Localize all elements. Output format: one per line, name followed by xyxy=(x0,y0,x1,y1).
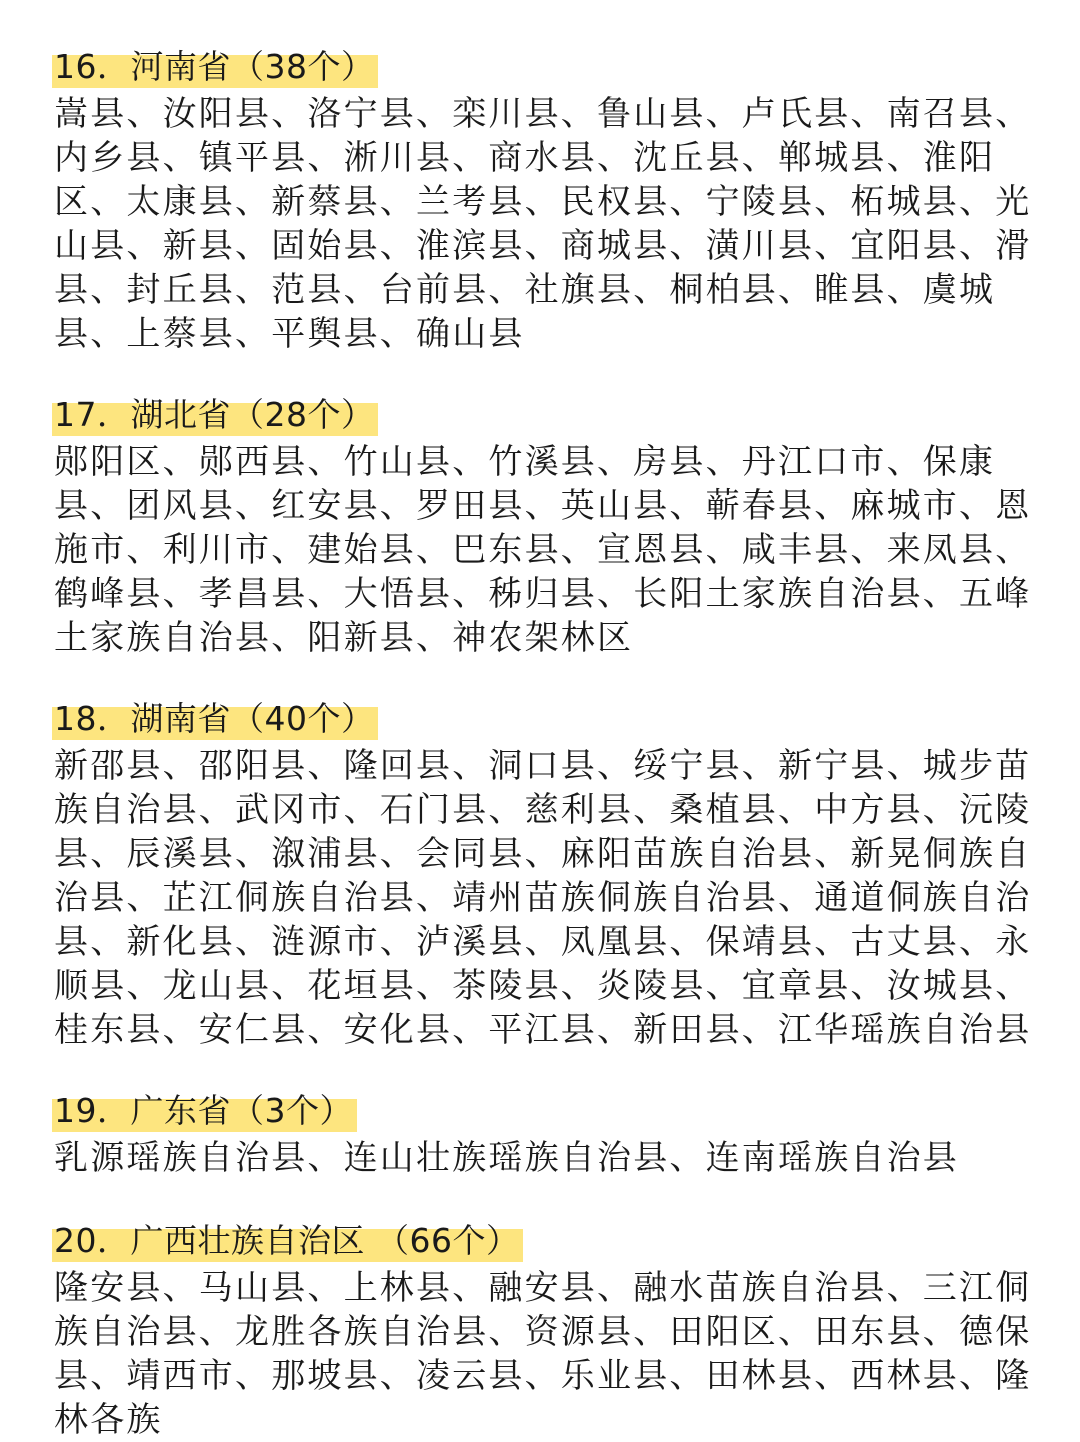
section-heading-row xyxy=(54,1220,1042,1266)
section-guangdong xyxy=(54,1090,1042,1180)
section-body: 郧阳区、郧西县、竹山县、竹溪县、房县、丹江口市、保康县、团风县、红安县、罗田县、英山县、蕲春县、麻城市、恩施市、利川市、建始县、巴东县、宣恩县、咸丰县、来凤县、鹤峰县、孝昌县、大悟县、秭归县、长阳土家族自治县、五峰土家族自治县、阳新县、神农架林区 xyxy=(54,442,1032,658)
section-body: 新邵县、邵阳县、隆回县、洞口县、绥宁县、新宁县、城步苗族自治县、武冈市、石门县、慈利县、桑植县、中方县、沅陵县、辰溪县、溆浦县、会同县、麻阳苗族自治县、新晃侗族自治县、芷江侗族自治县、靖州苗族侗族自治县、通道侗族自治县、新化县、涟源市、泸溪县、凤凰县、保靖县、古丈县、永顺县、龙山县、花垣县、茶陵县、炎陵县、宜章县、汝城县、桂东县、安仁县、安化县、平江县、新田县、江华瑶族自治县 xyxy=(54,746,1032,1050)
section-body: 乳源瑶族自治县、连山壮族瑶族自治县、连南瑶族自治县 xyxy=(54,1138,959,1178)
section-henan xyxy=(54,46,1042,356)
section-heading-row xyxy=(54,46,1042,92)
section-heading: 19．广东省（3个） xyxy=(52,1090,357,1132)
section-hunan xyxy=(54,698,1042,1052)
section-body: 隆安县、马山县、上林县、融安县、融水苗族自治县、三江侗族自治县、龙胜各族自治县、资源县、田阳区、田东县、德保县、靖西市、那坡县、凌云县、乐业县、田林县、西林县、隆林各族 xyxy=(54,1268,1032,1440)
section-body: 嵩县、汝阳县、洛宁县、栾川县、鲁山县、卢氏县、南召县、内乡县、镇平县、淅川县、商水县、沈丘县、郸城县、淮阳区、太康县、新蔡县、兰考县、民权县、宁陵县、柘城县、光山县、新县、固始县、淮滨县、商城县、潢川县、宜阳县、滑县、封丘县、范县、台前县、社旗县、桐柏县、睢县、虞城县、上蔡县、平舆县、确山县 xyxy=(54,94,1032,354)
section-heading-row xyxy=(54,1090,1042,1136)
section-heading: 17．湖北省（28个） xyxy=(52,394,378,436)
section-hubei xyxy=(54,394,1042,660)
section-heading: 18．湖南省（40个） xyxy=(52,698,378,740)
section-heading: 20．广西壮族自治区 （66个） xyxy=(52,1220,523,1262)
section-heading-row xyxy=(54,698,1042,744)
section-heading: 16．河南省（38个） xyxy=(52,46,378,88)
section-heading-row xyxy=(54,394,1042,440)
section-guangxi xyxy=(54,1220,1042,1442)
